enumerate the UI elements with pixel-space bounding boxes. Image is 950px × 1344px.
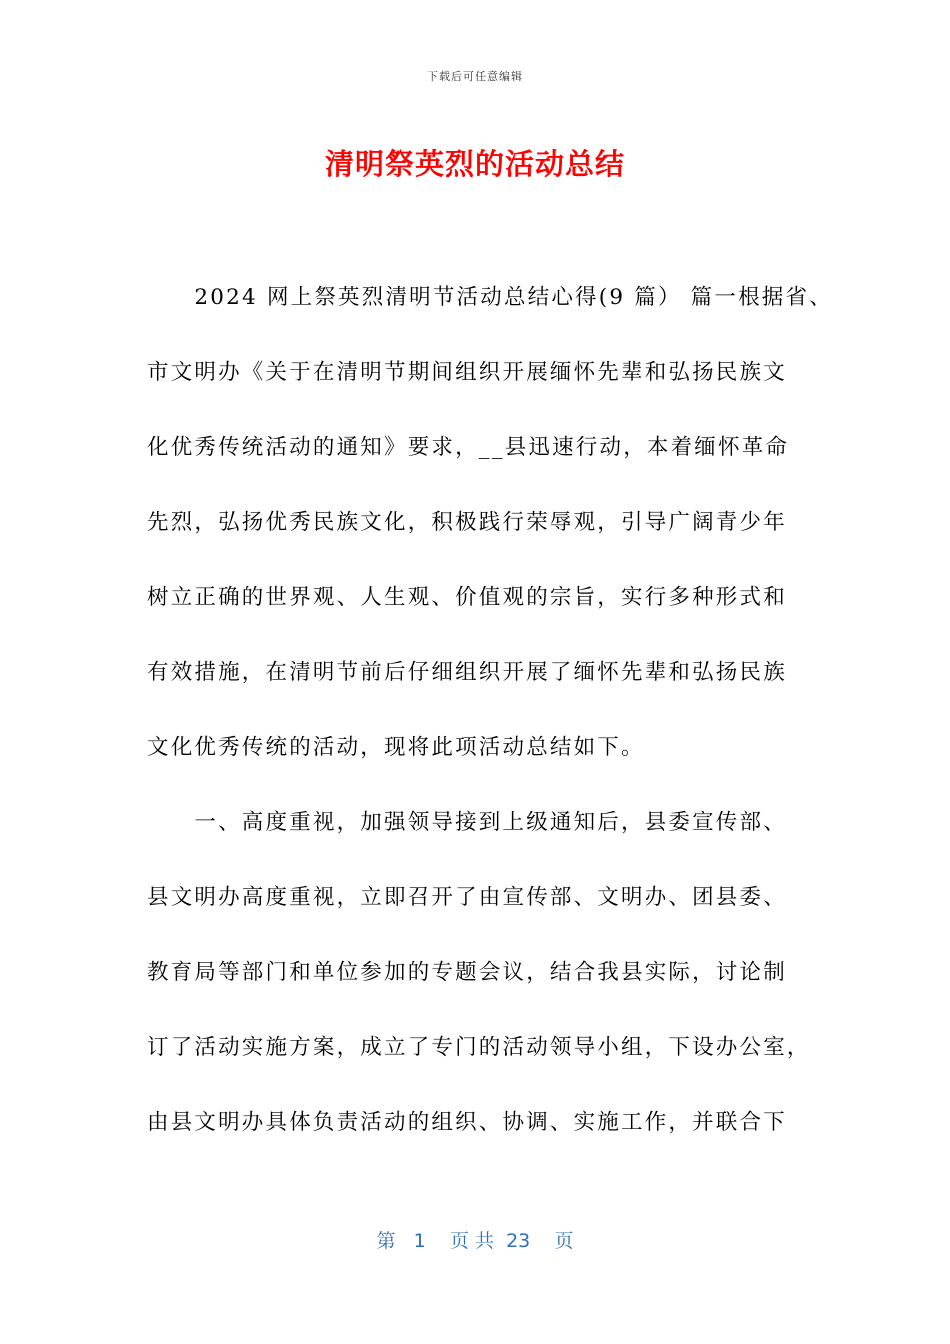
total-pages-number: 23 [506,1230,531,1252]
body-line: 有效措施，在清明节前后仔细组织开展了缅怀先辈和弘扬民族 [147,660,787,685]
footer-middle: 页 共 [449,1230,494,1252]
document-title: 清明祭英烈的活动总结 [324,147,625,181]
body-line: 县文明办高度重视，立即召开了由宣传部、文明办、团县委、 [147,885,787,910]
body-line: 市文明办《关于在清明节期间组织开展缅怀先辈和弘扬民族文 [147,360,787,385]
body-line: 文化优秀传统的活动，现将此项活动总结如下。 [147,735,645,760]
body-line: 先烈，弘扬优秀民族文化，积极践行荣辱观，引导广阔青少年 [147,510,787,535]
page-footer [0,1226,950,1253]
current-page-number: 1 [413,1230,426,1252]
document-body [147,260,833,1160]
header-note: 下载后可任意编辑 [427,70,523,83]
body-line: 教育局等部门和单位参加的专题会议，结合我县实际，讨论制 [147,960,787,985]
body-line: 订了活动实施方案，成立了专门的活动领导小组，下设办公室， [147,1035,811,1060]
body-line: 由县文明办具体负责活动的组织、协调、实施工作，并联合下 [147,1110,787,1135]
body-line: 一、高度重视，加强领导接到上级通知后，县委宣传部、 [147,810,787,835]
body-line: 化优秀传统活动的通知》要求，__县迅速行动，本着缅怀革命 [147,435,790,460]
footer-suffix: 页 [554,1230,574,1252]
body-line: 树立正确的世界观、人生观、价值观的宗旨，实行多种形式和 [147,585,787,610]
footer-prefix: 第 [376,1230,396,1252]
body-line: 2024 网上祭英烈清明节活动总结心得(9 篇） 篇一根据省、 [147,285,833,310]
